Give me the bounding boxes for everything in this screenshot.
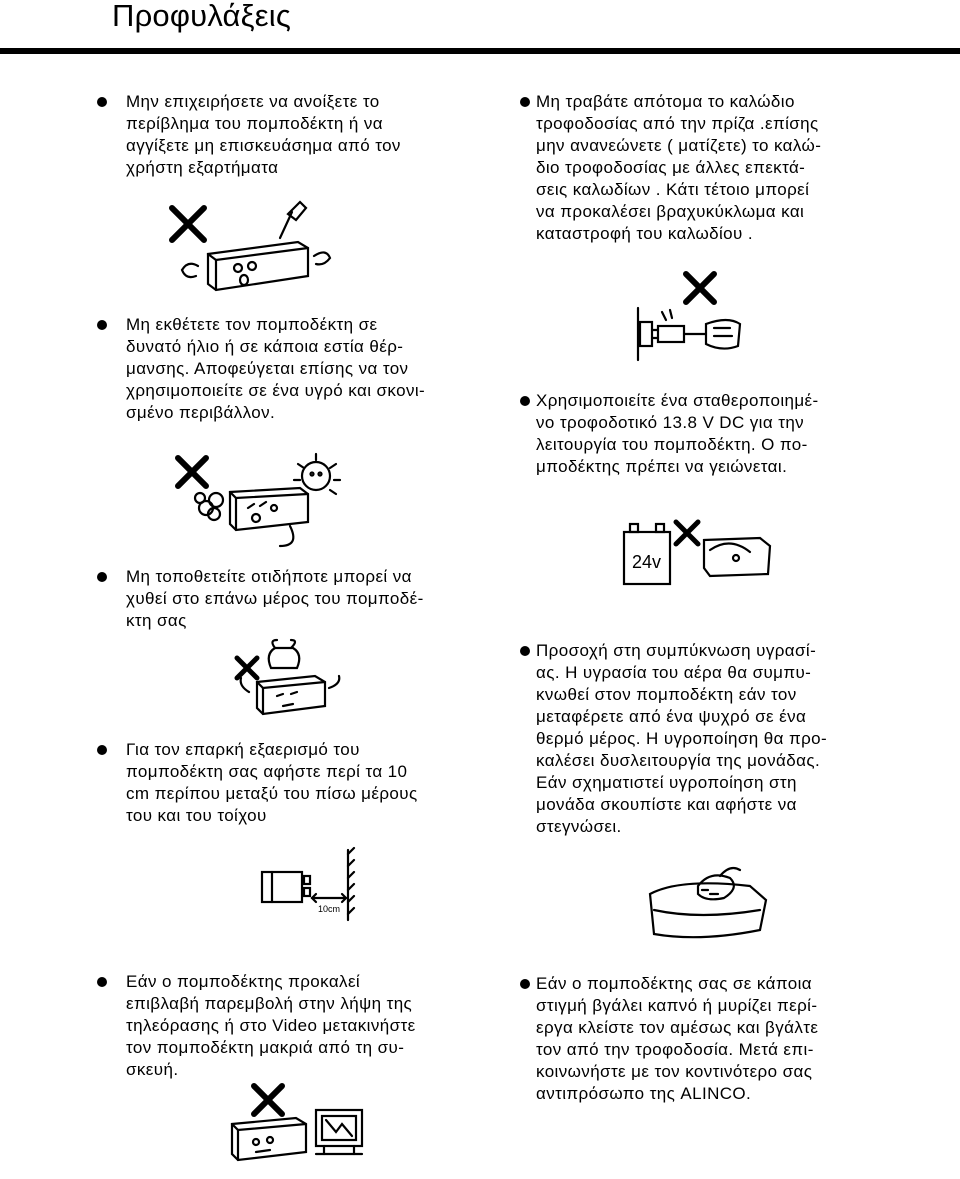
precaution-text: Μην επιχειρήσετε να ανοίξετε το περίβλημα του πομποδέκτη ή να αγγίξετε μη επισκευάσημα από τον χρήστη εξαρτήματα	[126, 92, 401, 177]
distance-label: 10cm	[318, 904, 341, 914]
face	[277, 692, 297, 706]
vase-icon	[269, 640, 300, 668]
bullet	[97, 572, 107, 582]
precaution-power-supply	[536, 390, 916, 478]
screwdriver-icon	[280, 202, 306, 238]
hand	[706, 320, 740, 349]
precaution-text: Μη εκθέτετε τον πομποδέκτη σε δυνατό ήλιο ή σε κάποια εστία θέρ- μανσης. Αποφεύγεται επίσης να τον χρησιμοποιείτε σε ένα υγρό και σκονι- σμένο περιβάλλον.	[126, 315, 426, 422]
radio-body	[230, 488, 308, 530]
bullet	[97, 97, 107, 107]
precaution-text: Μη τοποθετείτε οτιδήποτε μπορεί να χυθεί στο επάνω μέρος του πομποδέ- κτη σας	[126, 567, 424, 630]
precaution-power-cable	[536, 91, 916, 245]
illustration-ventilation	[220, 842, 370, 922]
precaution-condensation	[536, 640, 916, 838]
precaution-open-casing	[126, 91, 466, 179]
precaution-text: Προσοχή στη συμπύκνωση υγρασί- ας. Η υγρασία του αέρα θα συμπυ- κνωθεί στον πομποδέκτη εάν τον μεταφέρετε από ένα ψυχρό σε ένα θερμό μέρος. Η υγροποίηση θα προ- καλέσει δυσλειτουργία της μονάδας. Εάν σχηματιστεί υγροποίηση στη μονάδα σκουπίστε και αφήστε να στεγνώσει.	[536, 641, 828, 836]
bullet	[97, 745, 107, 755]
illustration-no-heat	[170, 450, 345, 550]
cross-icon	[686, 274, 714, 302]
bullet	[97, 320, 107, 330]
precaution-text: Μη τραβάτε απότομα το καλώδιο τροφοδοσίας από την πρίζα .επίσης μην ανανεώνετε ( ματίζετε) το καλώ- διο τροφοδοσίας με άλλες επεκτά- σεις καλωδίων . Κάτι τέτοιο μπορεί να προκαλέσει βραχυκύκλωμα και καταστροφή του καλωδίου .	[536, 92, 822, 243]
precaution-text: Εάν ο πομποδέκτης προκαλεί επιβλαβή παρεμβολή στην λήψη της τηλεόρασης ή στο Video μετακινήστε τον πομποδέκτη μακριά από τη συ- σκευή.	[126, 972, 416, 1079]
cross-icon	[254, 1086, 282, 1114]
precaution-interference	[126, 971, 496, 1081]
illustration-condensation	[640, 860, 780, 950]
precaution-text: Εάν ο πομποδέκτης σας σε κάποια στιγμή βγάλει καπνό ή μυρίζει περί- εργα κλείστε τον αμέσως και βγάλτε τον από την τροφοδοσία. Μετά επι- κοινωνήστε με τον κοντινότερο σας αντιπρόσωπο της ALINCO.	[536, 974, 819, 1103]
wall	[348, 848, 354, 920]
precaution-text: Για τον επαρκή εξαερισμό του πομποδέκτη σας αφήστε περί τα 10 cm περίπου μεταξύ του πίσω μέρους του και του τοίχου	[126, 740, 418, 825]
cross-icon	[178, 458, 206, 486]
bullet	[97, 977, 107, 987]
dust-cloud	[195, 493, 223, 520]
plug	[652, 326, 706, 342]
title-rule	[0, 48, 960, 54]
bullet	[520, 979, 530, 989]
cross-icon	[172, 208, 204, 240]
precaution-ventilation	[126, 739, 496, 827]
illustration-no-liquids	[205, 638, 355, 718]
bullet	[520, 97, 530, 107]
cross-icon	[237, 658, 257, 678]
precaution-text: Χρησιμοποιείτε ένα σταθεροποιημέ- νο τροφοδοτικό 13.8 V DC για την λειτουργία του πομποδέκτη. Ο πο- μποδέκτης πρέπει να γειώνεται.	[536, 391, 819, 476]
radio-body	[208, 242, 308, 290]
face	[234, 262, 256, 285]
precaution-heat-sun	[126, 314, 496, 424]
face	[248, 502, 277, 522]
bullet	[520, 396, 530, 406]
tv-icon	[316, 1110, 362, 1154]
face	[253, 1137, 273, 1152]
illustration-power-supply	[610, 510, 780, 605]
bullet	[520, 646, 530, 656]
illustration-no-cable-pull	[610, 268, 770, 368]
precaution-smoke	[536, 973, 916, 1105]
page-title: Προφυλάξεις	[112, 0, 291, 33]
battery-voltage-label: 24v	[632, 552, 662, 572]
illustration-interference	[212, 1078, 377, 1168]
wall-outlet	[638, 308, 652, 360]
radio-body	[704, 538, 770, 576]
radio-body	[650, 883, 766, 937]
radio-body	[232, 1118, 306, 1160]
battery-icon	[624, 524, 670, 584]
illustration-no-opening	[168, 196, 338, 300]
radio-side	[262, 872, 310, 902]
cross-icon	[676, 522, 698, 544]
precaution-liquids	[126, 566, 496, 632]
distance-arrow	[312, 894, 346, 902]
